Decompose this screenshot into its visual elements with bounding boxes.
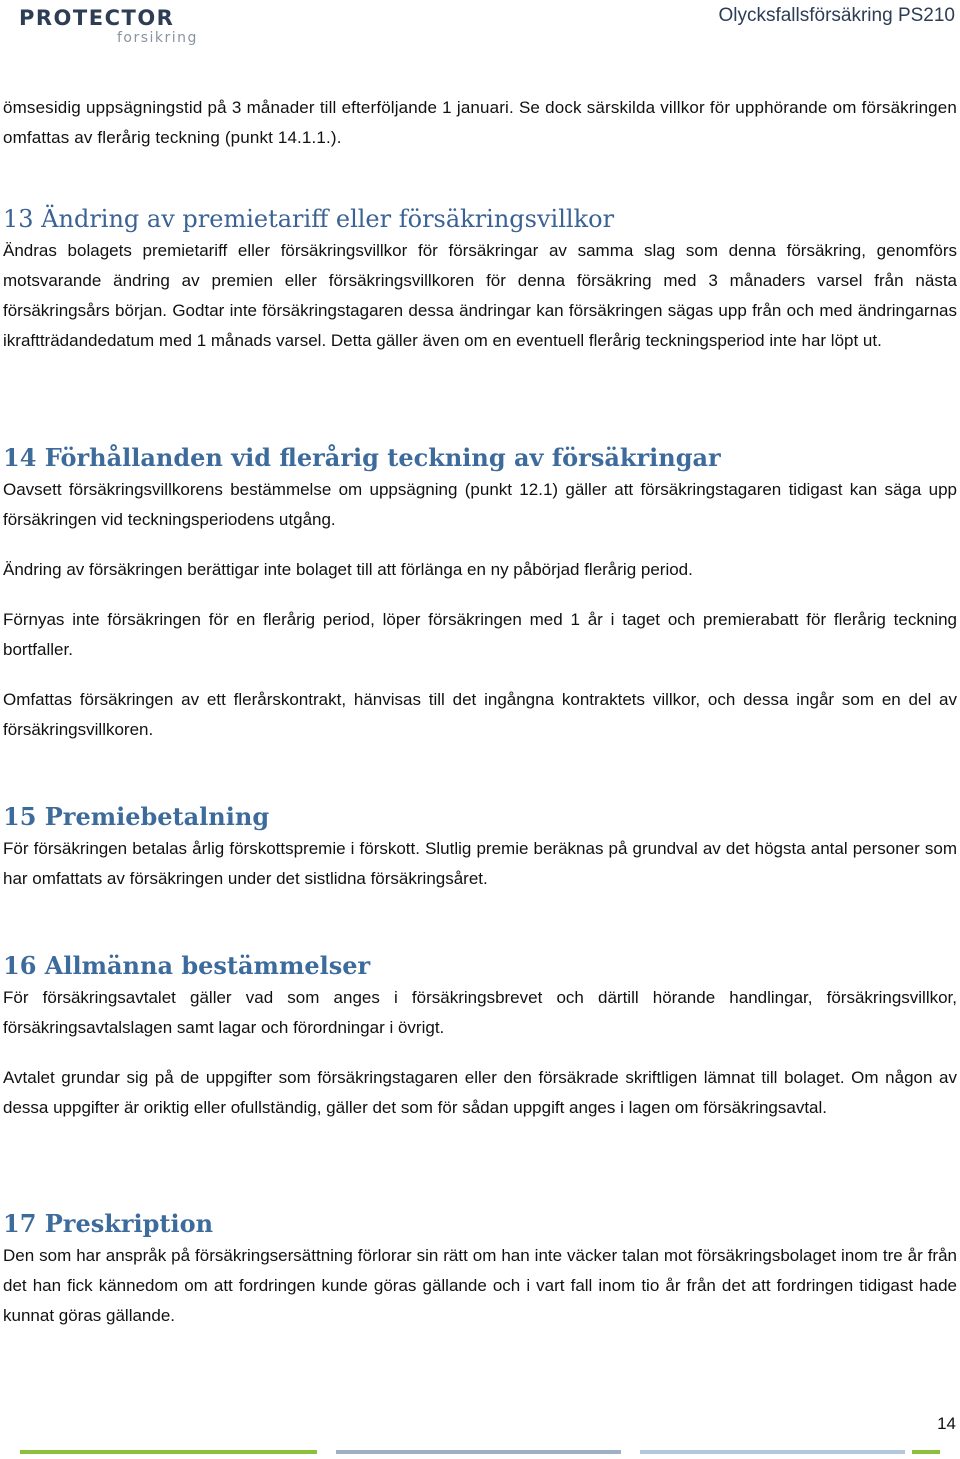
intro-block [3,93,957,153]
section-14-paragraph-3: Förnyas inte försäkringen för en flerårig period, löper försäkringen med 1 år i taget och premierabatt för flerårig teckning bortfaller. [3,610,957,659]
document-title: Olycksfallsförsäkring PS210 [718,5,955,26]
section-15 [3,800,957,894]
section-14-paragraph-1: Oavsett försäkringsvillkorens bestämmelse om uppsägning (punkt 12.1) gäller att försäkringstagaren tidigast kan säga upp försäkringen vid teckningsperiodens utgång. [3,480,957,529]
intro-paragraph: ömsesidig uppsägningstid på 3 månader till efterföljande 1 januari. Se dock särskilda villkor för upphörande om försäkringen omfattas av flerårig teckning (punkt 14.1.1.). [3,98,957,147]
section-14-heading: 14 Förhållanden vid flerårig teckning av försäkringar [3,443,721,472]
section-17-heading: 17 Preskription [3,1209,214,1238]
page-number: 14 [937,1414,956,1433]
logo-wordmark: PROTECTOR [19,6,175,30]
section-16-heading: 16 Allmänna bestämmelser [3,951,371,980]
footer-bar-green-end [912,1450,940,1454]
footer-bar-blue [640,1450,905,1454]
section-14-paragraph-2: Ändring av försäkringen berättigar inte bolaget till att förlänga en ny påbörjad flerårig period. [3,560,693,579]
section-17-paragraph-1: Den som har anspråk på försäkringsersättning förlorar sin rätt om han inte väcker talan mot försäkringsbolaget inom tre år från det han fick kännedom om att fordringen kunde göras gällande och i vart fall inom tio år från det att fordringen tidigast hade kunnat göras gällande. [3,1246,957,1325]
section-15-paragraph-1: För försäkringen betalas årlig förskottspremie i förskott. Slutlig premie beräknas på grundval av det högsta antal personer som har omfattats av försäkringen under det sistlidna försäkringsåret. [3,839,957,888]
logo-subtitle: forsikring [117,30,198,46]
section-13 [3,202,957,356]
section-17 [3,1207,957,1331]
section-16 [3,949,957,1123]
footer-bar-green [20,1450,317,1454]
section-13-heading: 13 Ändring av premietariff eller försäkringsvillkor [3,205,615,233]
section-16-paragraph-1: För försäkringsavtalet gäller vad som anges i försäkringsbrevet och därtill hörande handlingar, försäkringsvillkor, försäkringsavtalslagen samt lagar och förordningar i övrigt. [3,988,957,1037]
protector-logo [19,4,209,50]
footer-bar-gray [336,1450,621,1454]
section-14-paragraph-4: Omfattas försäkringen av ett flerårskontrakt, hänvisas till det ingångna kontraktets villkor, och dessa ingår som en del av försäkringsvillkoren. [3,690,957,739]
section-16-paragraph-2: Avtalet grundar sig på de uppgifter som försäkringstagaren eller den försäkrade skriftligen lämnat till bolaget. Om någon av dessa uppgifter är oriktig eller ofullständig, gäller det som för sådan uppgift anges i lagen om försäkringsavtal. [3,1068,957,1117]
section-14 [3,441,957,745]
footer-color-bars [20,1450,940,1454]
section-15-heading: 15 Premiebetalning [3,802,270,831]
section-13-paragraph-1: Ändras bolagets premietariff eller försäkringsvillkor för försäkringar av samma slag som denna försäkring, genomförs motsvarande ändring av premien eller försäkringsvillkoren för denna försäkring med 3 månaders varsel från nästa försäkringsårs början. Godtar inte försäkringstagaren dessa ändringar kan försäkringen sägas upp från och med ändringarnas ikraftträdandedatum med 1 månads varsel. Detta gäller även om en eventuell flerårig teckningsperiod inte har löpt ut. [3,241,957,350]
